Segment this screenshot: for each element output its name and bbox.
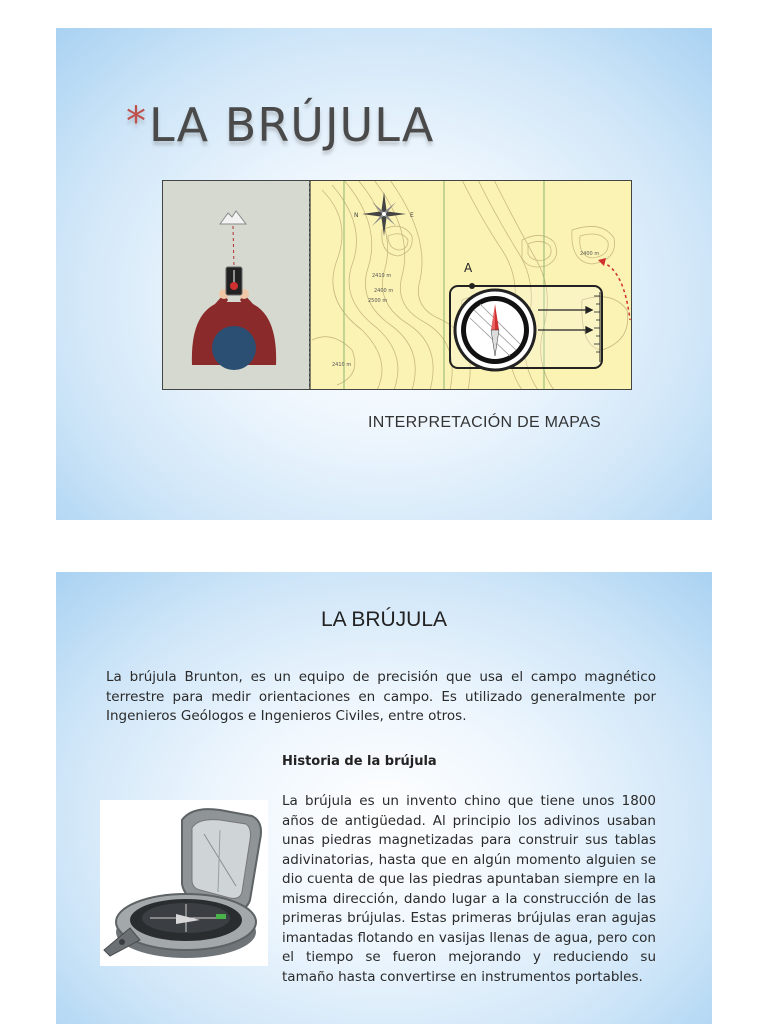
north-label: N xyxy=(354,212,359,219)
brunton-compass-photo xyxy=(100,800,268,966)
contour-label: 2400 m xyxy=(374,288,394,294)
slide-title-text: LA BRÚJULA xyxy=(149,98,435,152)
map-reading-illustration xyxy=(162,180,632,390)
point-a-label: A xyxy=(464,261,473,275)
head-icon xyxy=(212,326,256,370)
contour-label: 2410 m xyxy=(332,362,352,368)
slide-1 xyxy=(56,28,712,520)
baseplate-compass-icon xyxy=(450,283,602,370)
history-paragraph: La brújula es un invento chino que tiene unos 1800 años de antigüedad. Al principio los adivinos usaban unas piedras magnetizadas para construir sus tablas adivinatorias, hasta que en algún momento alguien se dio cuenta de que las piedras apuntaban siempre en la misma dirección, dando lugar a la construcción de las primeras brújulas. Estas primeras brújulas eran agujas imantadas flotando en vasijas llenas de agua, pero con el tiempo se fueron mejorando y reduciendo su tamaño hasta convertirse en instrumentos portables. xyxy=(282,793,656,985)
contour-label: 2500 m xyxy=(368,298,388,304)
slide-title xyxy=(126,98,434,152)
contour-label: 2400 m xyxy=(580,251,600,257)
slide-subtitle: INTERPRETACIÓN DE MAPAS xyxy=(368,414,602,431)
title-bullet-star: * xyxy=(126,99,147,145)
contour-label: 2410 m xyxy=(372,273,392,279)
slide-2 xyxy=(56,572,712,1024)
history-heading: Historia de la brújula xyxy=(282,754,437,769)
intro-paragraph: La brújula Brunton, es un equipo de precisión que usa el campo magnético terrestre para medir orientaciones en campo. Es utilizado generalmente por Ingenieros Geólogos e Ingenieros Civiles, entre otros. xyxy=(106,669,656,724)
slide-title: LA BRÚJULA xyxy=(320,608,448,631)
east-label: E xyxy=(410,212,414,219)
